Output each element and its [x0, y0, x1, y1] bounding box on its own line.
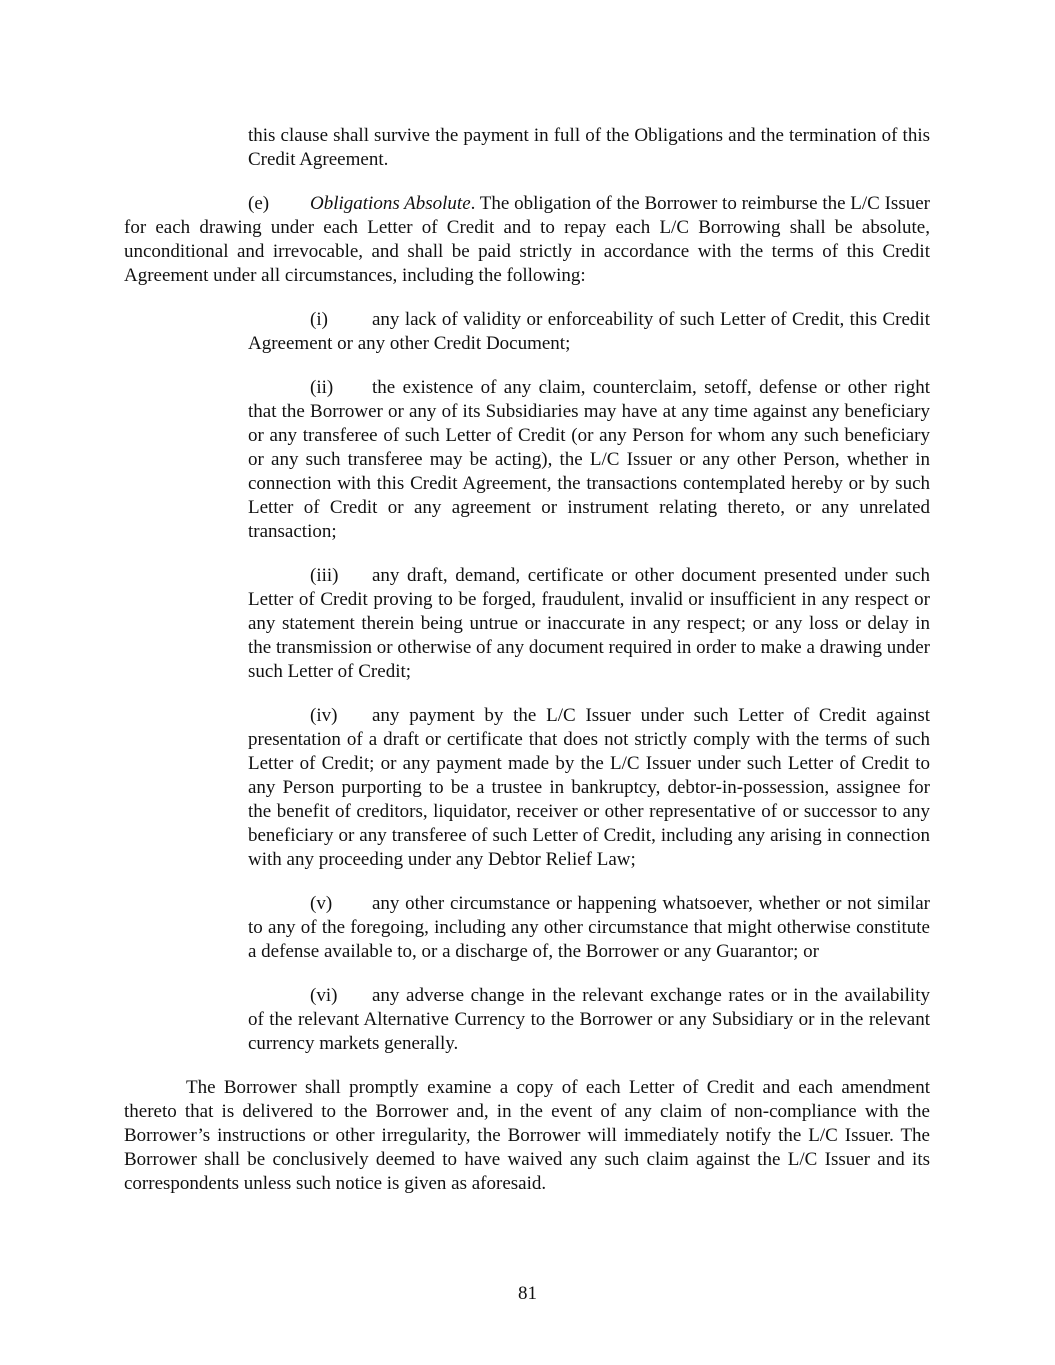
item-enum: (iv): [310, 705, 338, 726]
item-text: any draft, demand, certificate or other document presented under such Letter of Credit proving to be forged, fraudulent, invalid or insufficient in any respect or any statement therein being untrue or inaccurate in any respect; or any loss or delay in the transmission or otherwise of any document required in order to make a drawing under such Letter of Credit;: [248, 565, 930, 682]
page-content: [124, 124, 930, 1196]
continuation-paragraph: this clause shall survive the payment in full of the Obligations and the termination of this Credit Agreement.: [248, 125, 930, 170]
item-enum: (iii): [310, 565, 339, 586]
section-e-heading: Obligations Absolute: [310, 193, 471, 214]
list-item: [248, 704, 930, 872]
item-text: any payment by the L/C Issuer under such Letter of Credit against presentation of a draft or certificate that does not strictly comply with the terms of such Letter of Credit; or any payment made by the L/C Issuer under such Letter of Credit to any Person purporting to be a trustee in bankruptcy, debtor-in-possession, assignee for the benefit of creditors, liquidator, receiver or other representative of or successor to any beneficiary or any transferee of such Letter of Credit, including any arising in connection with any proceeding under any Debtor Relief Law;: [248, 705, 930, 870]
section-e-heading-suffix: .: [470, 193, 476, 214]
section-e-enum: (e): [248, 193, 270, 214]
item-enum: (i): [310, 309, 328, 330]
item-text: the existence of any claim, counterclaim, setoff, defense or other right that the Borrower or any of its Subsidiaries may have at any time against any beneficiary or any transferee of such Letter of Credit (or any Person for whom any such beneficiary or any such transferee may be acting), the L/C Issuer or any other Person, whether in connection with this Credit Agreement, the transactions contemplated hereby or by such Letter of Credit or any agreement or instrument relating thereto, or any unrelated transaction;: [248, 377, 930, 542]
section-e-text: The obligation of the Borrower to reimburse the L/C Issuer for each drawing under each Letter of Credit and to repay each L/C Borrowing shall be absolute, unconditional and irrevocable, and shall be paid strictly in accordance with the terms of this Credit Agreement under all circumstances, including the following:: [124, 193, 930, 286]
section-e-paragraph: [124, 192, 930, 288]
list-item: [248, 892, 930, 964]
item-text: any lack of validity or enforceability of such Letter of Credit, this Credit Agreement or any other Credit Document;: [248, 309, 930, 354]
list-item: [248, 564, 930, 684]
item-enum: (v): [310, 893, 333, 914]
item-text: any other circumstance or happening whatsoever, whether or not similar to any of the foregoing, including any other circumstance that might otherwise constitute a defense available to, or a discharge of, the Borrower or any Guarantor; or: [248, 893, 930, 962]
item-enum: (vi): [310, 985, 338, 1006]
closing-paragraph: The Borrower shall promptly examine a copy of each Letter of Credit and each amendment thereto that is delivered to the Borrower and, in the event of any claim of non-compliance with the Borrower’s instructions or other irregularity, the Borrower will immediately notify the L/C Issuer. The Borrower shall be conclusively deemed to have waived any such claim against the L/C Issuer and its correspondents unless such notice is given as aforesaid.: [124, 1077, 930, 1194]
list-item: [248, 376, 930, 544]
list-item: [248, 984, 930, 1056]
list-item: [248, 308, 930, 356]
item-text: any adverse change in the relevant exchange rates or in the availability of the relevant Alternative Currency to the Borrower or any Subsidiary or in the relevant currency markets generally.: [248, 985, 930, 1054]
page-number: 81: [518, 1283, 537, 1304]
item-enum: (ii): [310, 377, 334, 398]
